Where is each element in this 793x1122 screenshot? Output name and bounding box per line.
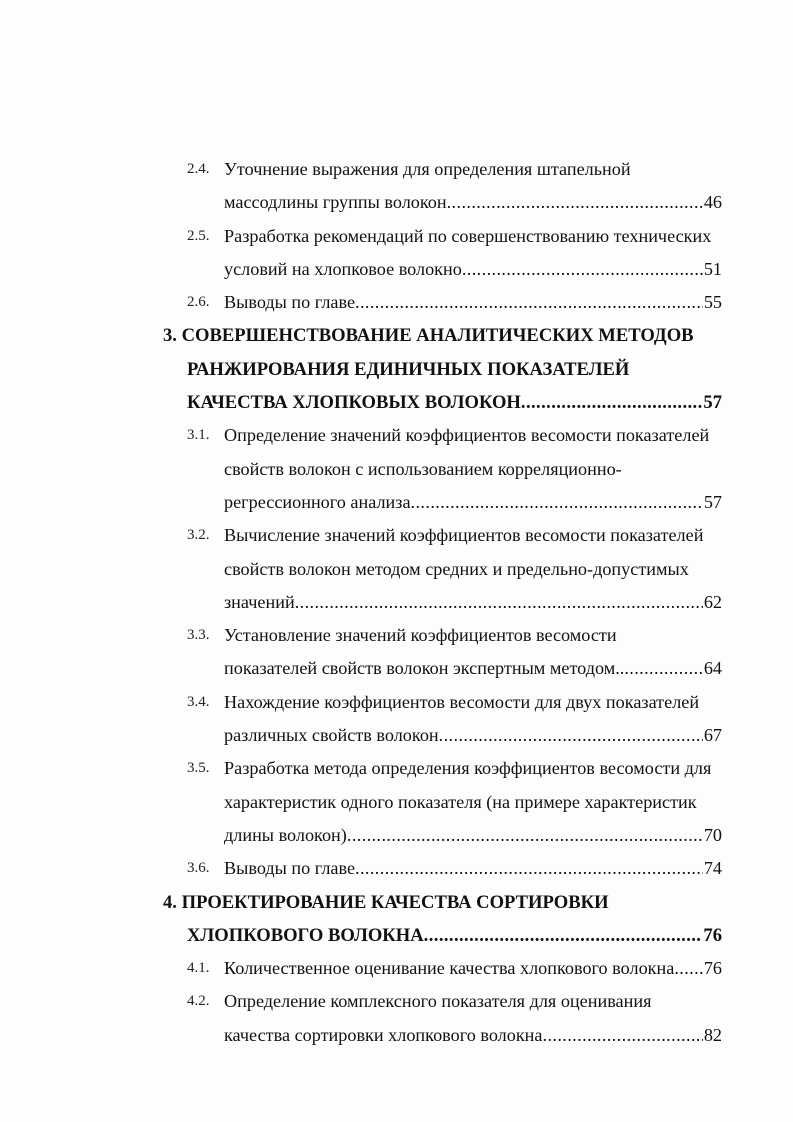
- toc-chapter-number: 4.: [163, 891, 177, 913]
- dot-leader: [521, 386, 703, 419]
- table-of-contents: [0, 153, 793, 1052]
- dot-leader: [624, 652, 702, 685]
- toc-chapter-number: 3.: [163, 325, 177, 347]
- toc-entry-text: КАЧЕСТВА ХЛОПКОВЫХ ВОЛОКОН: [187, 392, 521, 414]
- page-number: 62: [703, 591, 722, 612]
- toc-section-number: 3.3.: [187, 627, 210, 644]
- dot-leader: [411, 486, 703, 519]
- toc-entry-text: РАНЖИРОВАНИЯ ЕДИНИЧНЫХ ПОКАЗАТЕЛЕЙ: [187, 358, 630, 380]
- toc-entry-text: характеристик одного показателя (на примере характеристик: [224, 791, 697, 812]
- dot-leader: [355, 852, 703, 885]
- toc-section-number: 3.2.: [187, 527, 210, 544]
- page-number: 57: [703, 392, 722, 414]
- toc-entry-line: [0, 419, 793, 452]
- dot-leader: [674, 952, 703, 985]
- page-number: 67: [703, 725, 722, 746]
- toc-section-number: 2.6.: [187, 294, 210, 311]
- toc-entry-line: [0, 486, 793, 519]
- toc-entry-line: [0, 220, 793, 253]
- page-number: 51: [703, 258, 722, 279]
- toc-entry-text: свойств волокон с использованием корреляционно-: [224, 458, 622, 479]
- toc-entry-line: [0, 519, 793, 552]
- toc-section-number: 3.5.: [187, 760, 210, 777]
- toc-entry-text: Установление значений коэффициентов весомости: [224, 625, 617, 646]
- toc-entry-text: различных свойств волокон: [224, 725, 439, 746]
- toc-entry-text: Определение значений коэффициентов весомости показателей: [224, 425, 710, 446]
- toc-entry-text: показателей свойств волокон экспертным методом..: [224, 658, 625, 679]
- page-number: 57: [703, 491, 722, 512]
- toc-entry-text: СОВЕРШЕНСТВОВАНИЕ АНАЛИТИЧЕСКИХ МЕТОДОВ: [181, 325, 694, 347]
- toc-entry-line: [0, 286, 793, 319]
- toc-entry-line: [0, 619, 793, 652]
- toc-entry-line: [0, 586, 793, 619]
- toc-entry-line: [0, 819, 793, 852]
- toc-entry-line: [0, 153, 793, 186]
- toc-chapter-line: [0, 886, 793, 919]
- toc-entry-text: регрессионного анализа: [224, 491, 411, 512]
- toc-entry-line: [0, 186, 793, 219]
- toc-entry-text: значений: [224, 591, 295, 612]
- toc-entry-line: [0, 453, 793, 486]
- dot-leader: [462, 253, 703, 286]
- dot-leader: [295, 586, 703, 619]
- page-number: 82: [703, 1024, 722, 1045]
- toc-entry-text: качества сортировки хлопкового волокна: [224, 1024, 543, 1045]
- toc-entry-line: [0, 719, 793, 752]
- toc-entry-line: [0, 553, 793, 586]
- toc-entry-text: Уточнение выражения для определения штапельной: [224, 159, 631, 179]
- toc-entry-line: [0, 253, 793, 286]
- toc-chapter-line: [0, 919, 793, 952]
- page-number: 70: [703, 824, 722, 845]
- toc-section-number: 2.4.: [187, 161, 210, 177]
- dot-leader: [439, 719, 703, 752]
- toc-section-number: 3.6.: [187, 860, 210, 877]
- toc-entry-text: массодлины группы волокон: [224, 192, 447, 213]
- toc-entry-line: [0, 686, 793, 719]
- toc-entry-line: [0, 1019, 793, 1052]
- toc-entry-text: Выводы по главе: [224, 292, 356, 313]
- toc-section-number: 4.1.: [187, 960, 210, 977]
- toc-entry-line: [0, 786, 793, 819]
- toc-entry-text: ПРОЕКТИРОВАНИЕ КАЧЕСТВА СОРТИРОВКИ: [181, 891, 609, 913]
- toc-entry-line: [0, 752, 793, 785]
- dot-leader: [347, 819, 703, 852]
- toc-entry-text: Выводы по главе: [224, 858, 356, 879]
- toc-entry-text: свойств волокон методом средних и предельно-допустимых: [224, 558, 689, 579]
- toc-entry-line: [0, 985, 793, 1018]
- toc-section-number: 3.1.: [187, 427, 210, 444]
- page-number: 46: [703, 192, 722, 213]
- toc-chapter-line: [0, 319, 793, 352]
- page-number: 55: [703, 292, 722, 313]
- toc-entry-text: условий на хлопковое волокно: [224, 258, 462, 279]
- toc-entry-text: Разработка метода определения коэффициентов весомости для: [224, 758, 712, 779]
- toc-entry-line: [0, 852, 793, 885]
- toc-section-number: 3.4.: [187, 693, 210, 710]
- toc-entry-text: ХЛОПКОВОГО ВОЛОКНА: [187, 924, 424, 946]
- toc-entry-text: Количественное оценивание качества хлопкового волокна: [224, 958, 675, 979]
- dot-leader: [543, 1019, 703, 1052]
- toc-chapter-line: [0, 386, 793, 419]
- dot-leader: [447, 186, 703, 219]
- toc-entry-line: [0, 652, 793, 685]
- toc-entry-text: Нахождение коэффициентов весомости для двух показателей: [224, 691, 700, 712]
- toc-entry-text: Определение комплексного показателя для оценивания: [224, 991, 652, 1012]
- page-number: 76: [703, 958, 722, 979]
- page-number: 76: [703, 924, 722, 946]
- toc-section-number: 2.5.: [187, 227, 210, 244]
- toc-entry-text: Разработка рекомендаций по совершенствованию технических: [224, 225, 712, 246]
- toc-chapter-line: [0, 353, 793, 386]
- toc-entry-text: Вычисление значений коэффициентов весомости показателей: [224, 525, 704, 546]
- toc-section-number: 4.2.: [187, 993, 210, 1010]
- dot-leader: [424, 919, 703, 952]
- toc-entry-line: [0, 952, 793, 985]
- page-number: 64: [703, 658, 722, 679]
- toc-entry-text: длины волокон): [224, 824, 347, 845]
- dot-leader: [355, 286, 703, 319]
- page-number: 74: [703, 858, 722, 879]
